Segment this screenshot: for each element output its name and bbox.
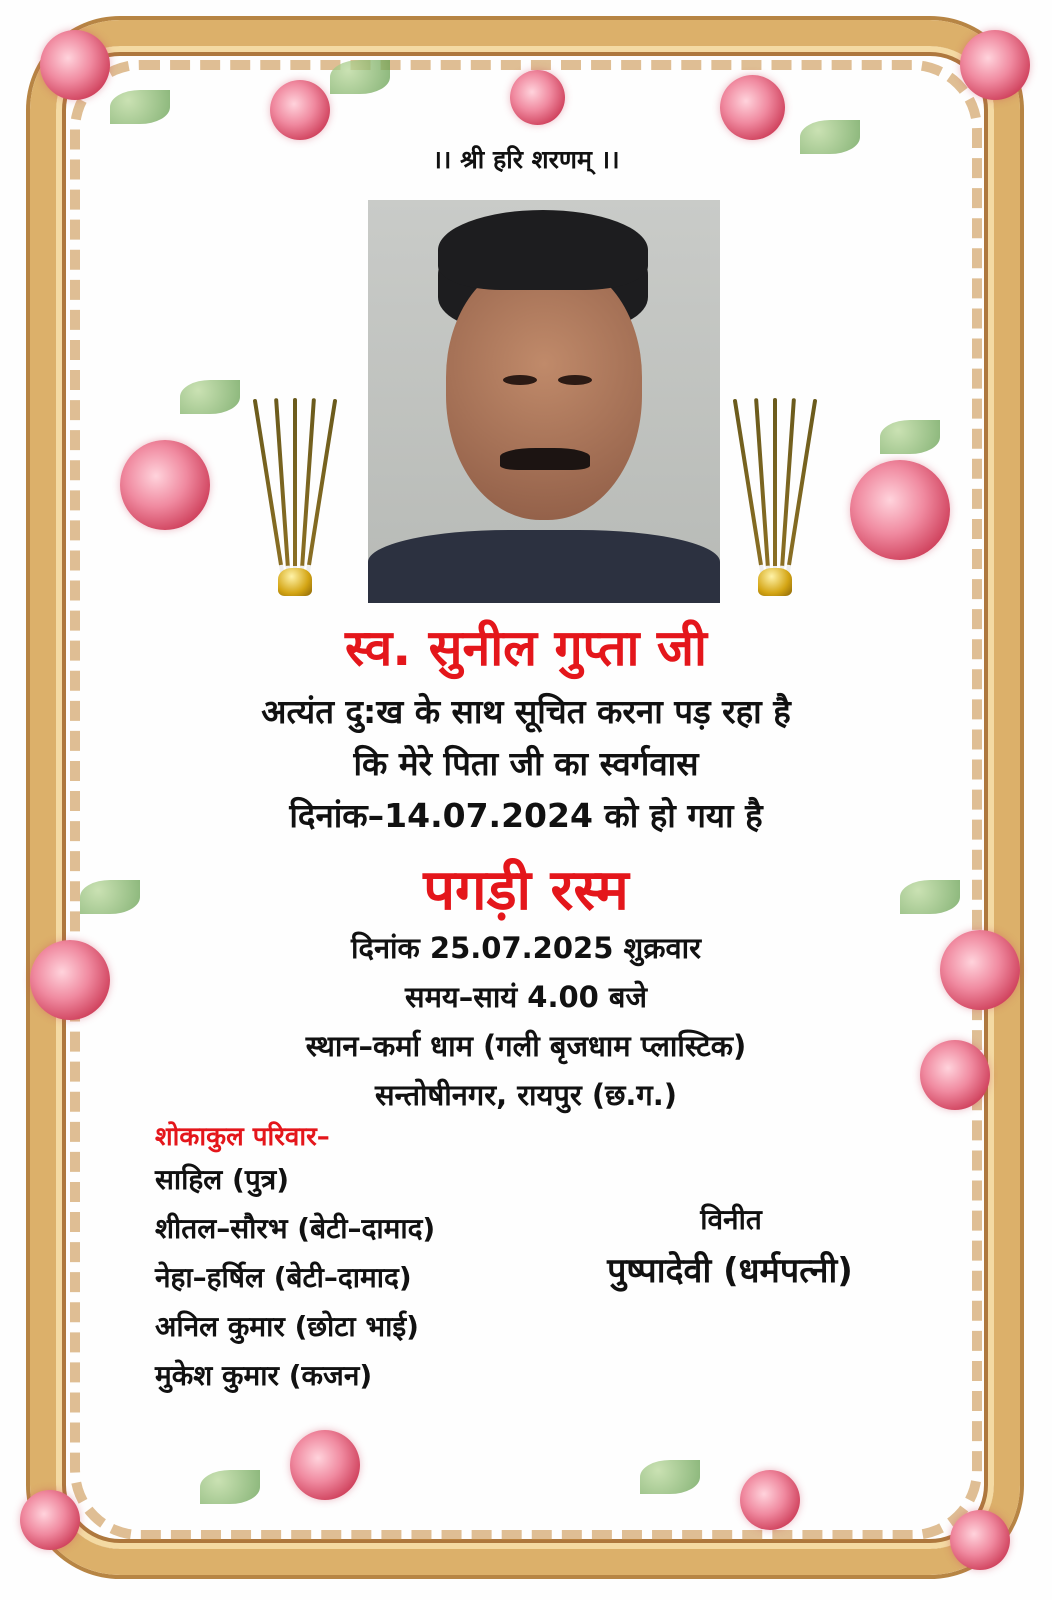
family-member: मुकेश कुमार (कजन) [155,1359,373,1392]
family-member: शीतल–सौरभ (बेटी–दामाद) [155,1212,436,1245]
ceremony-address: सन्तोषीनगर, रायपुर (छ.ग.) [374,1078,678,1112]
announcement-line-1: अत्यंत दु:ख के साथ सूचित करना पड़ रहा है [261,692,791,731]
ceremony-date: दिनांक 25.07.2025 शुक्रवार [351,931,701,965]
incense-sticks-icon-right [730,376,820,596]
ceremony-time: समय–सायं 4.00 बजे [404,980,648,1014]
invocation-heading: ।। श्री हरि शरणम् ।। [432,145,620,174]
ceremony-title: पगड़ी रस्म [423,858,629,923]
photo-eye [558,375,592,385]
photo-hair-top [438,210,648,290]
photo-eye [503,375,537,385]
family-member: नेहा–हर्षिल (बेटी–दामाद) [155,1261,412,1294]
family-heading: शोकाकुल परिवार– [155,1122,330,1152]
incense-sticks-icon-left [250,376,340,596]
announcement-line-2: कि मेरे पिता जी का स्वर्गवास [353,744,699,783]
photo-face [446,260,642,520]
photo-shirt [368,530,720,603]
ceremony-venue: स्थान–कर्मा धाम (गली बृजधाम प्लास्टिक) [305,1029,747,1063]
deceased-name: स्व. सुनील गुप्ता जी [345,619,707,677]
signature-label: विनीत [700,1203,762,1236]
announcement-line-3: दिनांक–14.07.2024 को हो गया है [289,796,763,835]
family-member: साहिल (पुत्र) [155,1163,289,1196]
family-members-list [155,1160,435,1405]
deceased-photo [368,200,720,603]
signature-name: पुष्पादेवी (धर्मपत्नी) [607,1251,853,1291]
family-member: अनिल कुमार (छोटा भाई) [155,1310,419,1343]
photo-mustache [500,448,590,470]
